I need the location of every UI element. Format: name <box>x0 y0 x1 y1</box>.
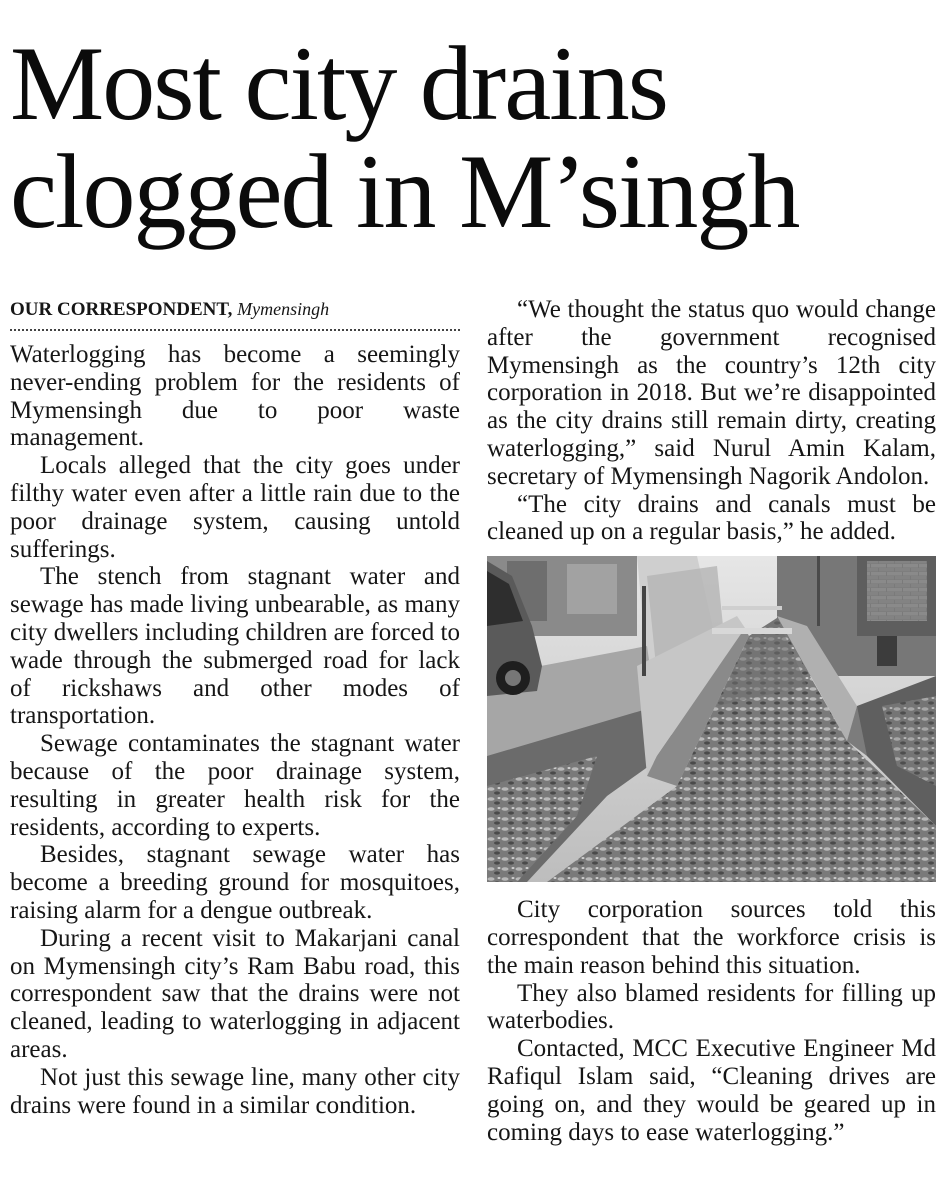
paragraph: The stench from stagnant water and sewage has made living unbearable, as many city dwellers including children are forced to wade through the submerged road for lack of rickshaws and other modes of transportation. <box>10 563 460 730</box>
paragraph: “We thought the status quo would change after the government recognised Mymensingh as the country’s 12th city corporation in 2018. But we’re disappointed as the city drains still remain dirty, creating waterlogging,” said Nurul Amin Kalam, secretary of Mymensingh Nagorik Andolon. <box>487 296 936 490</box>
paragraph: Sewage contaminates the stagnant water because of the poor drainage system, resulting in greater health risk for the residents, according to experts. <box>10 730 460 841</box>
drain-photo <box>487 556 936 882</box>
headline <box>10 25 940 250</box>
headline-line-1: Most city drains <box>10 25 667 142</box>
left-column <box>10 296 460 1119</box>
paragraph: Contacted, MCC Executive Engineer Md Rafiqul Islam said, “Cleaning drives are going on, and they would be geared up in coming days to ease waterlogging.” <box>487 1035 936 1146</box>
byline-location: Mymensingh <box>237 299 330 319</box>
byline-divider <box>10 329 460 331</box>
byline-author: OUR CORRESPONDENT, <box>10 299 233 320</box>
byline <box>10 296 460 323</box>
headline-line-2: clogged in M’singh <box>10 133 799 250</box>
paragraph: City corporation sources told this correspondent that the workforce crisis is the main reason behind this situation. <box>487 896 936 979</box>
paragraph: During a recent visit to Makarjani canal on Mymensingh city’s Ram Babu road, this correspondent saw that the drains were not cleaned, leading to waterlogging in adjacent areas. <box>10 924 460 1063</box>
paragraph: Not just this sewage line, many other city drains were found in a similar condition. <box>10 1063 460 1119</box>
drain-photo-image <box>487 556 936 882</box>
paragraph: Waterlogging has become a seemingly never-ending problem for the residents of Mymensingh due to poor waste management. <box>10 341 460 452</box>
paragraph: Besides, stagnant sewage water has become a breeding ground for mosquitoes, raising alarm for a dengue outbreak. <box>10 841 460 924</box>
paragraph: Locals alleged that the city goes under filthy water even after a little rain due to the poor drainage system, causing untold sufferings. <box>10 452 460 563</box>
right-column <box>487 296 936 1146</box>
paragraph: “The city drains and canals must be cleaned up on a regular basis,” he added. <box>487 490 936 546</box>
paragraph: They also blamed residents for filling up waterbodies. <box>487 979 936 1035</box>
